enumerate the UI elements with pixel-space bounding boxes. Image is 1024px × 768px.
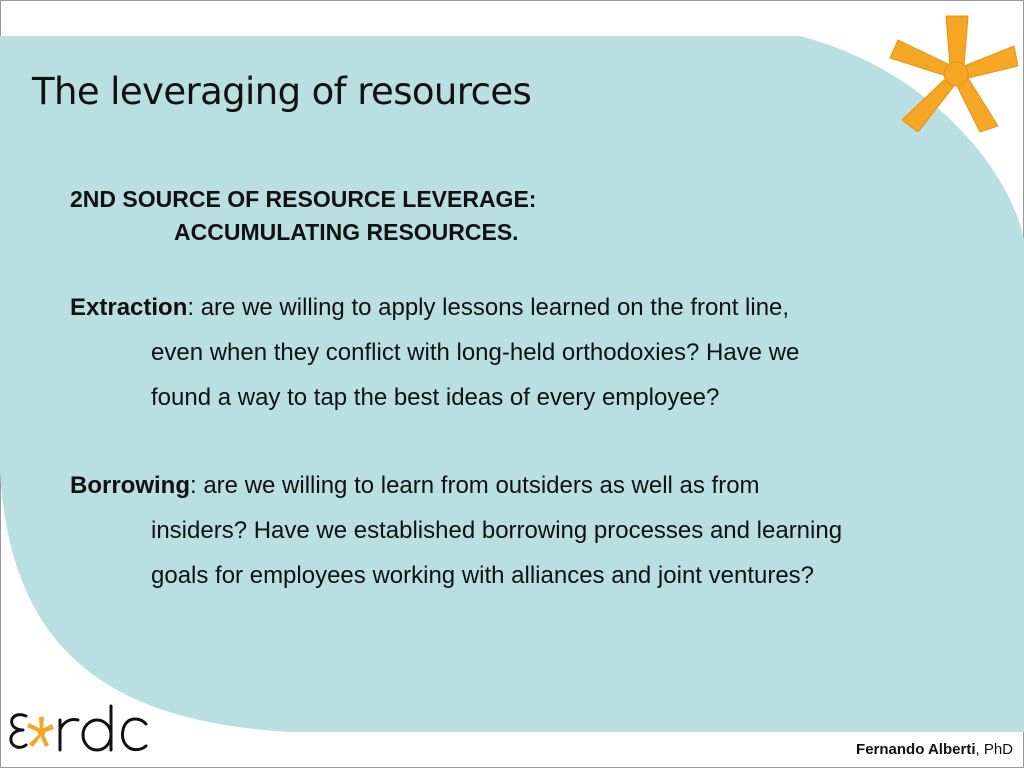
borrowing-paragraph	[70, 463, 980, 598]
extraction-line-3: found a way to tap the best ideas of every employee?	[151, 384, 720, 411]
subtitle-line-2: ACCUMULATING RESOURCES.	[174, 219, 519, 245]
slide-title: The leveraging of resources	[32, 70, 532, 113]
borrowing-line-1	[70, 463, 980, 508]
author-credit	[856, 741, 1013, 758]
borrowing-term: Borrowing	[70, 472, 190, 499]
extraction-paragraph	[70, 285, 980, 420]
subtitle-line-1: 2ND SOURCE OF RESOURCE LEVERAGE:	[70, 186, 537, 212]
extraction-text-1: : are we willing to apply lessons learned on the front line,	[187, 294, 790, 321]
asterisk-icon	[888, 14, 1018, 132]
borrowing-line-2: insiders? Have we established borrowing processes and learning	[151, 517, 843, 544]
author-suffix: , PhD	[975, 741, 1013, 758]
extraction-term: Extraction	[70, 294, 188, 321]
slide-subtitle	[70, 183, 536, 249]
author-name: Fernando Alberti	[856, 741, 976, 758]
borrowing-text-1: : are we willing to learn from outsiders as well as from	[190, 472, 760, 499]
erdc-logo	[8, 700, 148, 758]
extraction-line-1	[70, 285, 980, 330]
borrowing-line-3: goals for employees working with alliances and joint ventures?	[151, 562, 815, 589]
extraction-line-2: even when they conflict with long-held orthodoxies? Have we	[151, 339, 800, 366]
